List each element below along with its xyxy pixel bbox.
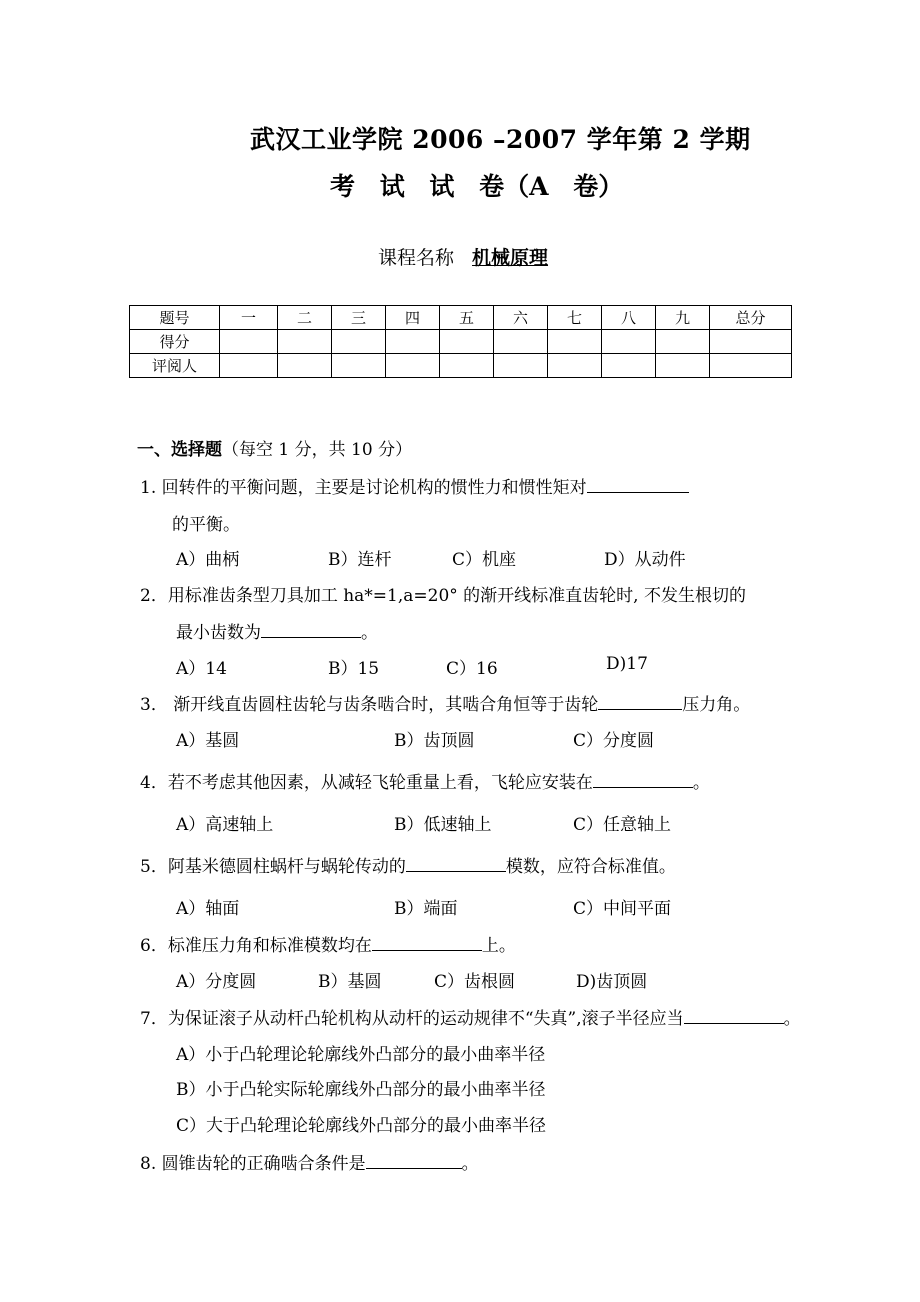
reviewer-cell [710,354,792,378]
reviewer-cell [602,354,656,378]
answer-blank [366,1152,462,1169]
question-text: 1. 回转件的平衡问题，主要是讨论机构的惯性力和惯性矩对 [140,478,587,498]
score-cell [494,330,548,354]
option: B）连杆 [328,550,392,570]
option: C）大于凸轮理论轮廓线外凸部分的最小曲率半径 [176,1116,547,1136]
course-line [378,243,548,270]
section-heading [137,435,412,460]
header-cell: 题号 [130,306,220,330]
option: A）分度圆 [176,972,257,992]
section-note: （每空 1 分，共 10 分） [222,440,413,460]
question-text: 7．为保证滚子从动杆凸轮机构从动杆的运动规律不“失真”,滚子半径应当 [140,1009,684,1029]
question-1 [140,473,689,498]
header-cell: 二 [278,306,332,330]
option: C）齿根圆 [434,972,516,992]
option: B）低速轴上 [394,815,492,835]
reviewer-row [130,354,792,378]
option: B）15 [328,659,380,679]
option: A）高速轴上 [176,815,274,835]
question-text: 4．若不考虑其他因素，从减轻飞轮重量上看，飞轮应安装在 [140,773,593,793]
course-name: 机械原理 [472,247,549,269]
question-7 [140,1004,801,1029]
option: C）中间平面 [573,899,672,919]
question-4 [140,768,710,793]
score-table [129,305,792,378]
header-cell: 八 [602,306,656,330]
answer-blank [593,771,693,788]
score-cell [440,330,494,354]
question-end: 。 [461,1154,479,1174]
answer-blank [587,476,689,493]
option: A）14 [176,659,227,679]
section-title: 一、选择题 [137,440,222,460]
header-cell: 总分 [710,306,792,330]
header-cell: 一 [220,306,278,330]
option: D)齿顶圆 [576,972,648,992]
header-cell: 三 [332,306,386,330]
header-cell: 六 [494,306,548,330]
answer-blank [598,693,682,710]
score-cell [332,330,386,354]
option: D）从动件 [604,550,686,570]
reviewer-cell [332,354,386,378]
question-text: 8. 圆锥齿轮的正确啮合条件是 [140,1154,366,1174]
reviewer-cell [656,354,710,378]
score-header-row [130,306,792,330]
question-end: 。 [361,623,378,643]
answer-blank [372,934,482,951]
question-end: 。 [692,773,710,793]
score-cell [220,330,278,354]
score-cell [386,330,440,354]
score-row [130,330,792,354]
option: B）齿顶圆 [394,731,475,751]
question-text: 最小齿数为 [176,623,261,643]
reviewer-cell [386,354,440,378]
reviewer-cell [548,354,602,378]
answer-blank [684,1007,784,1024]
header-cell: 九 [656,306,710,330]
option: D)17 [606,654,648,674]
question-text: 5．阿基米德圆柱蜗杆与蜗轮传动的 [140,857,406,877]
score-cell [548,330,602,354]
question-end: 。 [783,1009,801,1029]
option: B）小于凸轮实际轮廓线外凸部分的最小曲率半径 [176,1080,546,1100]
score-cell [602,330,656,354]
header-cell: 五 [440,306,494,330]
exam-subtitle: 考 试 试 卷（A 卷） [330,172,624,201]
question-2-cont [176,618,378,643]
option: A）曲柄 [176,550,240,570]
answer-blank [406,855,506,872]
option: A）基圆 [176,731,240,751]
answer-blank [261,621,361,638]
course-label: 课程名称 [378,247,455,269]
score-cell [710,330,792,354]
score-cell [656,330,710,354]
question-text: 6．标准压力角和标准模数均在 [140,936,372,956]
option: C）分度圆 [573,731,655,751]
header-cell: 四 [386,306,440,330]
option: C）任意轴上 [573,815,672,835]
exam-title: 武汉工业学院 2006 –2007 学年第 2 学期 [250,125,751,154]
option: B）端面 [394,899,458,919]
option: C）16 [446,659,498,679]
row-label: 得分 [130,330,220,354]
question-1-cont: 的平衡。 [172,515,240,535]
question-3 [140,690,750,715]
question-end: 模数，应符合标准值。 [505,857,676,877]
question-5 [140,852,676,877]
option: A）小于凸轮理论轮廓线外凸部分的最小曲率半径 [176,1045,546,1065]
reviewer-cell [278,354,332,378]
score-cell [278,330,332,354]
reviewer-cell [220,354,278,378]
option: B）基圆 [318,972,382,992]
header-cell: 七 [548,306,602,330]
option: A）轴面 [176,899,240,919]
question-2: 2．用标准齿条型刀具加工 ha*=1,a=20° 的渐开线标准直齿轮时, 不发生根切的 [140,586,746,606]
question-text: 3． 渐开线直齿圆柱齿轮与齿条啮合时，其啮合角恒等于齿轮 [140,695,599,715]
question-6 [140,931,516,956]
question-end: 压力角。 [682,695,751,715]
reviewer-cell [440,354,494,378]
row-label: 评阅人 [130,354,220,378]
question-end: 上。 [481,936,516,956]
reviewer-cell [494,354,548,378]
question-8 [140,1149,479,1174]
option: C）机座 [452,550,517,570]
